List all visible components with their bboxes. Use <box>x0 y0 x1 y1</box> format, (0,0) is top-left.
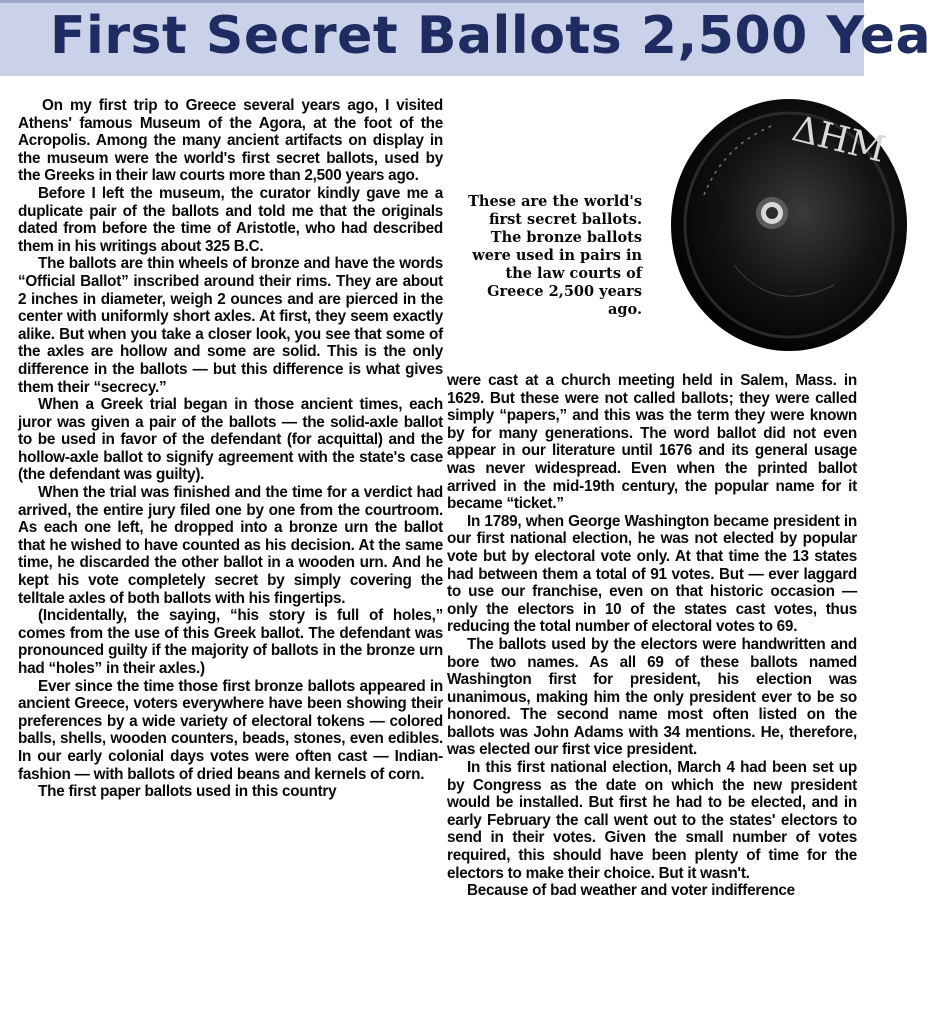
banner-top-rule <box>0 0 864 3</box>
photo-caption: These are the world's first secret ballots. The bronze ballots were used in pairs in the law courts of Greece 2,500 years ago. <box>468 193 642 318</box>
paragraph: In 1789, when George Washington became president in our first national election, he was not elected by popular vote but by electoral vote only. At that time the 13 states had between them a total of 91 votes. But — ever laggard to use our franchise, even on that historic occasion — only the electors in 10 of the states cast votes, thus reducing the total number of electoral votes to 69. <box>447 512 857 636</box>
paragraph: The ballots are thin wheels of bronze and have the words “Official Ballot” inscribed around their rims. They are about 2 inches in diameter, weigh 2 ounces and are pierced in the center with uniformly short axles. At first, they seem exactly alike. But when you take a closer look, you see that some of the axles are hollow and some are solid. This is the only difference in the ballots — but this difference is what gives them their “secrecy.” <box>18 255 443 396</box>
paragraph: Before I left the museum, the curator kindly gave me a duplicate pair of the ballots and told me that the originals dated from before the time of Aristotle, who had described them in his writings about 325 B.C. <box>18 184 443 255</box>
paragraph: (Incidentally, the saying, “his story is full of holes,” comes from the use of this Greek ballot. The defendant was pronounced guilty if the majority of ballots in the bronze urn had “holes” in their axles.) <box>18 607 443 677</box>
left-text-column <box>18 97 443 801</box>
bronze-ballot-photo <box>664 85 890 365</box>
paragraph: In this first national election, March 4 had been set up by Congress as the date on which the new president would be installed. But first he had to be elected, and in early February the call went out to the states' electors to send in their votes. Given the small number of votes required, this should have been plenty of time for the electors to make their choice. But it wasn't. <box>447 759 857 882</box>
ballot-inscription: ΔΗΜ <box>788 108 890 171</box>
paragraph: The first paper ballots used in this country <box>38 783 337 801</box>
article-headline: First Secret Ballots 2,500 Yea <box>50 6 931 66</box>
paragraph: The ballots used by the electors were handwritten and bore two names. As all 69 of these ballots named Washington first for president, his election was unanimous, making him the only president ever to be so honored. The second name most often listed on the ballots was John Adams with 34 mentions. He, therefore, was elected our first vice president. <box>447 635 857 759</box>
paragraph: When a Greek trial began in those ancient times, each juror was given a pair of the ballots — the solid-axle ballot to be used in favor of the defendant (for acquittal) and the hollow-axle ballot to signify agreement with the state's case (the defendant was guilty). <box>18 396 443 484</box>
paragraph: On my first trip to Greece several years ago, I visited Athens' famous Museum of the Agora, at the foot of the Acropolis. Among the many ancient artifacts on display in the museum were the world's first secret ballots, used by the Greeks in their law courts more than 2,500 years ago. <box>18 97 443 185</box>
paragraph: were cast at a church meeting held in Salem, Mass. in 1629. But these were not called ballots; they were called simply “papers,” and this was the term they were known by for many generations. The word ballot did not even appear in our literature until 1676 and its general usage was never widespread. Even when the printed ballot arrived in the mid-19th century, the popular name for it became “ticket.” <box>447 372 857 513</box>
paragraph: When the trial was finished and the time for a verdict had arrived, the entire jury filed one by one from the courtroom. As each one left, he dropped into a bronze urn the ballot that he wished to have counted as his decision. At the same time, he discarded the other ballot in a wooden urn. And he kept his vote completely secret by simply covering the telltale axles of both ballots with his fingertips. <box>18 484 443 607</box>
paragraph: Because of bad weather and voter indifference <box>467 882 795 900</box>
right-text-column <box>447 372 857 900</box>
paragraph: Ever since the time those first bronze ballots appeared in ancient Greece, voters everywhere have been showing their preferences by a wide variety of electoral tokens — colored balls, shells, wooden counters, beads, stones, even edibles. In our early colonial days votes were often cast — Indian-fashion — with ballots of dried beans and kernels of corn. <box>18 677 443 783</box>
headline-banner <box>0 0 931 76</box>
bronze-ballot-image <box>664 85 890 365</box>
